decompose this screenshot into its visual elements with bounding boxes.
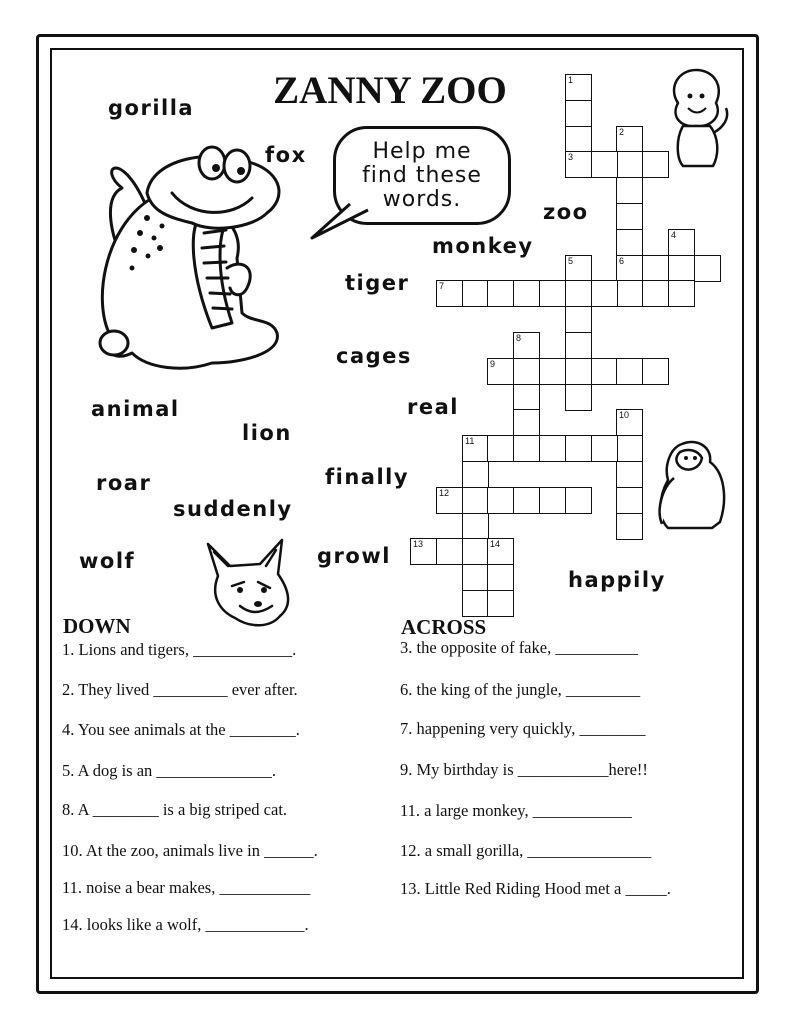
crossword-cell[interactable] <box>487 280 514 307</box>
crossword-cell[interactable] <box>462 513 489 540</box>
crossword-cell[interactable] <box>616 177 643 204</box>
across-clue-9: 9. My birthday is ___________here!! <box>400 760 648 779</box>
speech-bubble-tail <box>310 200 370 245</box>
word-monkey: monkey <box>432 234 534 258</box>
crossword-cell[interactable] <box>462 487 489 514</box>
down-clue-8: 8. A ________ is a big striped cat. <box>62 800 288 819</box>
clue-number: 8 <box>516 333 522 343</box>
crossword-cell[interactable] <box>436 538 463 565</box>
word-animal: animal <box>91 397 180 421</box>
crossword-cell[interactable] <box>565 332 592 359</box>
crossword-cell[interactable] <box>436 487 463 514</box>
crossword-cell[interactable] <box>487 538 514 565</box>
crossword-cell[interactable] <box>616 358 643 385</box>
word-growl: growl <box>317 544 391 568</box>
clue-number: 6 <box>619 256 625 266</box>
clue-number: 1 <box>568 75 574 85</box>
clue-number: 2 <box>619 127 625 137</box>
crossword-cell[interactable] <box>591 358 618 385</box>
crossword-cell[interactable] <box>436 280 463 307</box>
crossword-cell[interactable] <box>565 74 592 101</box>
clue-number: 9 <box>490 359 496 369</box>
crossword-cell[interactable] <box>668 229 695 256</box>
down-heading: DOWN <box>63 614 131 638</box>
crossword-cell[interactable] <box>642 358 669 385</box>
crossword-cell[interactable] <box>616 126 643 153</box>
clue-number: 5 <box>568 256 574 266</box>
crossword-cell[interactable] <box>565 306 592 333</box>
crossword-cell[interactable] <box>565 126 592 153</box>
crossword-cell[interactable] <box>616 435 643 462</box>
crossword-cell[interactable] <box>462 538 489 565</box>
word-roar: roar <box>96 471 152 495</box>
word-gorilla: gorilla <box>108 96 195 120</box>
word-cages: cages <box>336 344 412 368</box>
crossword-cell[interactable] <box>487 487 514 514</box>
crossword-cell[interactable] <box>565 358 592 385</box>
across-clue-12: 12. a small gorilla, _______________ <box>400 841 652 860</box>
word-wolf: wolf <box>79 549 136 573</box>
across-clue-13: 13. Little Red Riding Hood met a _____. <box>400 879 671 898</box>
crossword-cell[interactable] <box>616 409 643 436</box>
word-real: real <box>407 395 459 419</box>
crossword-cell[interactable] <box>539 435 566 462</box>
crossword-cell[interactable] <box>591 280 618 307</box>
crossword-cell[interactable] <box>616 280 643 307</box>
clue-number: 3 <box>568 152 574 162</box>
clue-number: 7 <box>439 281 445 291</box>
clue-number: 13 <box>413 539 424 549</box>
crossword-cell[interactable] <box>462 564 489 591</box>
down-clue-11: 11. noise a bear makes, ___________ <box>62 878 311 897</box>
crossword-cell[interactable] <box>642 151 669 178</box>
crossword-cell[interactable] <box>616 255 643 282</box>
clue-number: 12 <box>439 488 450 498</box>
crossword-cell[interactable] <box>616 513 643 540</box>
crossword-cell[interactable] <box>616 203 643 230</box>
crossword-cell[interactable] <box>513 280 540 307</box>
crossword-cell[interactable] <box>668 255 695 282</box>
word-happily: happily <box>568 568 666 592</box>
crossword-cell[interactable] <box>513 384 540 411</box>
clue-number: 11 <box>465 436 475 446</box>
word-finally: finally <box>325 465 410 489</box>
crossword-cell[interactable] <box>487 358 514 385</box>
crossword-cell[interactable] <box>565 384 592 411</box>
crossword-cell[interactable] <box>642 255 669 282</box>
crossword-cell[interactable] <box>539 280 566 307</box>
down-clue-14: 14. looks like a wolf, ____________. <box>62 915 309 934</box>
across-clue-11: 11. a large monkey, ____________ <box>400 801 632 820</box>
crossword-cell[interactable] <box>462 435 489 462</box>
word-suddenly: suddenly <box>173 497 293 521</box>
crossword-cell[interactable] <box>616 151 643 178</box>
crossword-cell[interactable] <box>565 255 592 282</box>
clue-number: 10 <box>619 410 630 420</box>
word-zoo: zoo <box>543 200 589 224</box>
crossword-cell[interactable] <box>513 358 540 385</box>
down-clue-1: 1. Lions and tigers, ____________. <box>62 640 297 659</box>
page-title: ZANNY ZOO <box>273 69 507 112</box>
crossword-cell[interactable] <box>565 100 592 127</box>
crossword-cell[interactable] <box>487 564 514 591</box>
bubble-line-1: Help me <box>372 138 472 164</box>
crossword-cell[interactable] <box>513 409 540 436</box>
across-clue-7: 7. happening very quickly, ________ <box>400 719 646 738</box>
crossword-cell[interactable] <box>565 435 592 462</box>
crossword-cell[interactable] <box>462 590 489 617</box>
crossword-cell[interactable] <box>616 487 643 514</box>
dinosaur-illustration <box>92 138 292 383</box>
crossword-cell[interactable] <box>591 435 618 462</box>
crossword-cell[interactable] <box>591 151 618 178</box>
clue-number: 14 <box>490 539 501 549</box>
crossword-cell[interactable] <box>616 461 643 488</box>
crossword-cell[interactable] <box>565 280 592 307</box>
crossword-cell[interactable] <box>410 538 437 565</box>
crossword-cell[interactable] <box>539 487 566 514</box>
lion-illustration <box>668 68 730 173</box>
crossword-cell[interactable] <box>462 461 489 488</box>
fox-illustration <box>200 536 300 631</box>
down-clue-2: 2. They lived _________ ever after. <box>62 680 298 699</box>
down-clue-4: 4. You see animals at the ________. <box>62 720 300 739</box>
across-clue-3: 3. the opposite of fake, __________ <box>400 638 638 657</box>
crossword-cell[interactable] <box>539 358 566 385</box>
crossword-cell[interactable] <box>513 487 540 514</box>
crossword-cell[interactable] <box>513 332 540 359</box>
crossword-cell[interactable] <box>565 487 592 514</box>
crossword-cell[interactable] <box>513 435 540 462</box>
word-tiger: tiger <box>345 271 410 295</box>
gorilla-illustration <box>654 438 730 532</box>
crossword-cell[interactable] <box>462 280 489 307</box>
crossword-cell[interactable] <box>616 229 643 256</box>
crossword-cell[interactable] <box>668 280 695 307</box>
crossword-cell[interactable] <box>642 280 669 307</box>
down-clue-10: 10. At the zoo, animals live in ______. <box>62 841 318 860</box>
crossword-cell[interactable] <box>487 435 514 462</box>
bubble-line-3: words. <box>382 186 462 212</box>
across-heading: ACROSS <box>401 615 487 639</box>
word-lion: lion <box>242 421 292 445</box>
across-clue-6: 6. the king of the jungle, _________ <box>400 680 641 699</box>
crossword-cell[interactable] <box>565 151 592 178</box>
bubble-line-2: find these <box>362 162 482 188</box>
word-fox: fox <box>265 143 307 167</box>
down-clue-5: 5. A dog is an ______________. <box>62 761 277 780</box>
crossword-cell[interactable] <box>487 590 514 617</box>
clue-number: 4 <box>671 230 677 240</box>
crossword-cell[interactable] <box>694 255 721 282</box>
